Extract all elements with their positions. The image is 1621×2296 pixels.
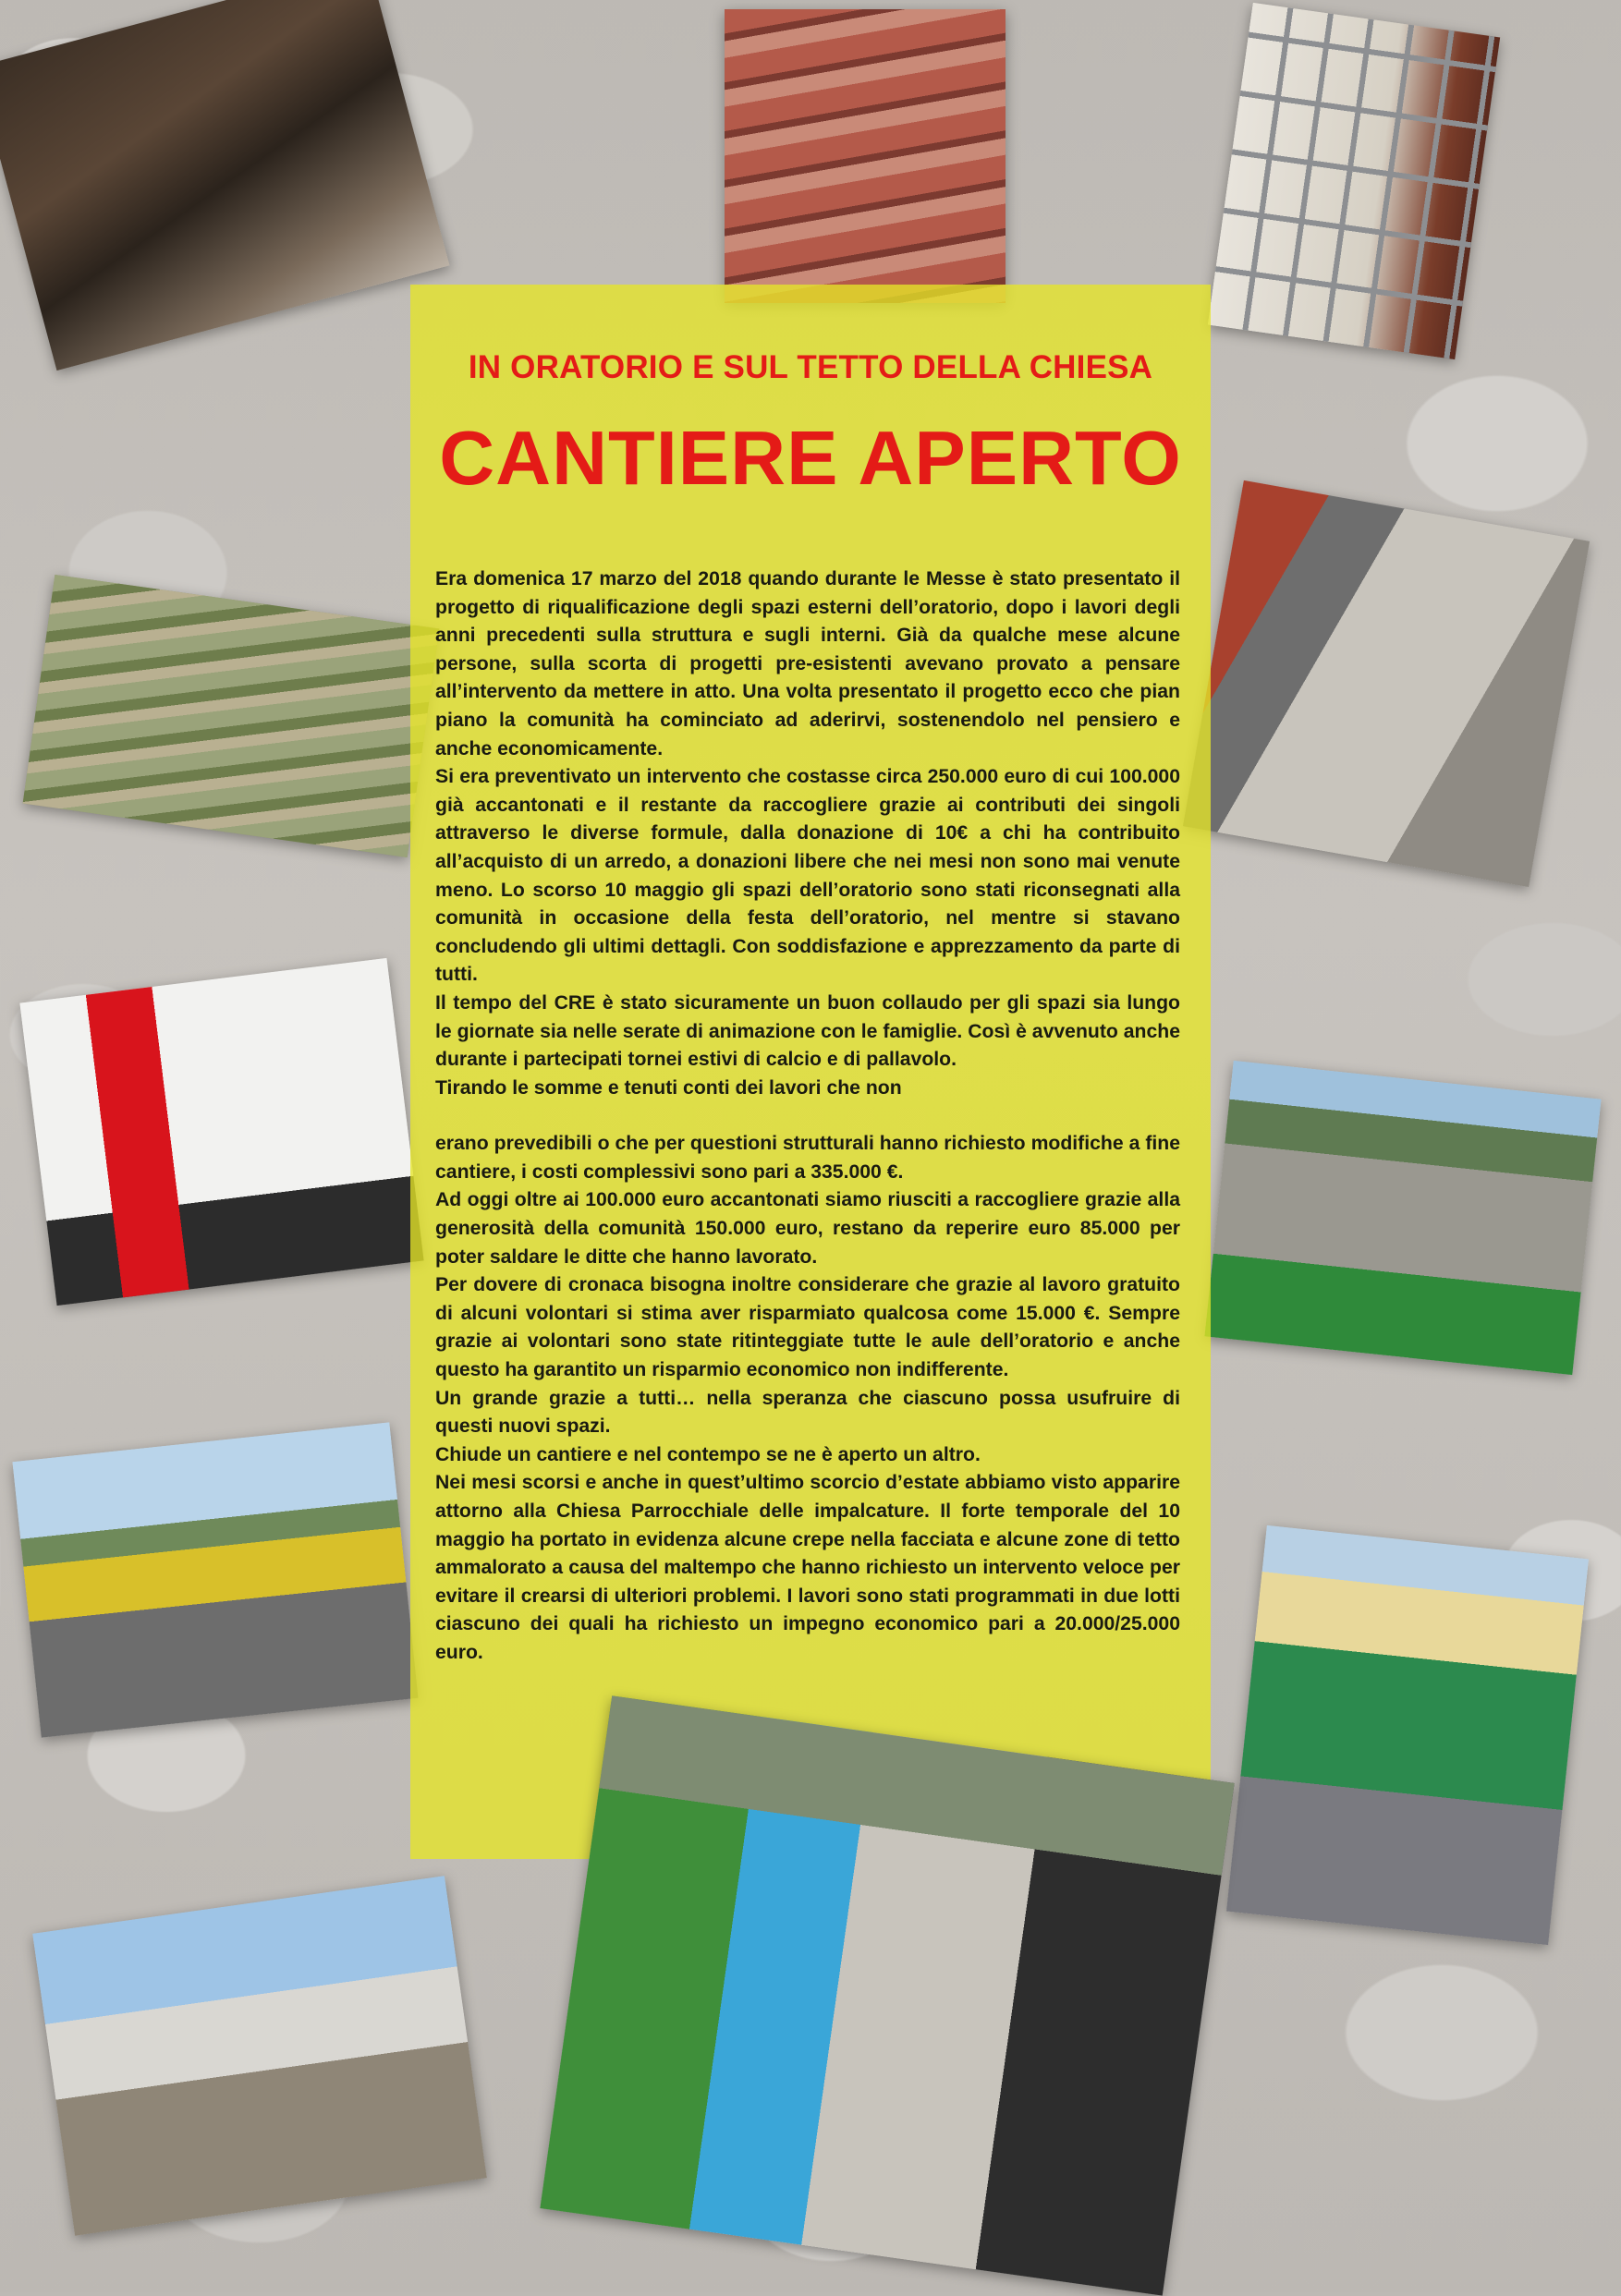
paragraph: Era domenica 17 marzo del 2018 quando durante le Messe è stato presentato il progetto di riqualificazione degli spazi esterni dell’oratorio, dopo i lavori degli anni precedenti sulla struttura e sugli interni. Già da qualche mese alcune persone, sulla scorta di progetti pre-esistenti avevano provato a pensare all’intervento da mettere in atto. Una volta presentato il progetto ecco che pian piano la comunità ha cominciato ad aderirvi, sostenendolo nel pensiero e anche economicamente.: [435, 568, 1180, 759]
photo-sports-court-aerial: [540, 1695, 1234, 2295]
paragraph: Per dovere di cronaca bisogna inoltre considerare che grazie al lavoro gratuito di alcuni volontari si stima aver risparmiato qualcosa come 15.000 €. Sempre grazie ai volontari sono state ritinteggiate tutte le aule dell’oratorio e anche questo ha garantito un risparmio economico non indifferente.: [435, 1274, 1180, 1381]
photo-walkway: [1226, 1525, 1589, 1945]
paragraph: Nei mesi scorsi e anche in quest’ultimo scorcio d’estate abbiamo visto apparire attorno alla Chiesa Parrocchiale delle impalcature. Il forte temporale del 10 maggio ha portato in evidenza alcune crepe nella facciata e alcune zone di tetto ammalorato a causa del maltempo che hanno richiesto un intervento veloce per evitare il crearsi di ulteriori problemi. I lavori sono stati programmati in due lotti ciascuno dei quali ha richiesto un impegno economico pari a 20.000/25.000 euro.: [435, 1472, 1180, 1663]
paragraph: Chiude un cantiere e nel contempo se ne è aperto un altro.: [435, 1443, 981, 1465]
paragraph: Il tempo del CRE è stato sicuramente un buon collaudo per gli spazi sia lungo le giornate sia nelle serate di animazione con le famiglie. Così è avvenuto anche durante i partecipati tornei estivi di calcio e di pallavolo.: [435, 991, 1180, 1071]
column-gap: [435, 1102, 1180, 1130]
headline: CANTIERE APERTO: [439, 415, 1182, 501]
photo-aerial-construction: [1204, 1061, 1601, 1375]
paragraph: Tirando le somme e tenuti conti dei lavori che non: [435, 1076, 902, 1099]
paragraph: erano prevedibili o che per questioni strutturali hanno richiesto modifiche a fine cantiere, i costi complessivi sono pari a 335.000 €.: [435, 1133, 1180, 1183]
article-body: [435, 565, 1180, 1668]
paragraph: Ad oggi oltre ai 100.000 euro accantonati siamo riusciti a raccogliere grazie alla generosità della comunità 150.000 euro, restano da reperire euro 85.000 per poter saldare le ditte che hanno lavorato.: [435, 1189, 1180, 1268]
paragraph: Si era preventivato un intervento che costasse circa 250.000 euro di cui 100.000 già accantonati e il restante da raccogliere grazie ai contributi dei singoli attraverso le diverse formule, dalla donazione di 10€ a chi ha contribuito all’acquisto di un arredo, a donazioni libere che nei mesi non sono mai venute meno. Lo scorso 10 maggio gli spazi dell’oratorio sono stati riconsegnati alla comunità in occasione della festa dell’oratorio, nel mentre si stavano concludendo gli ultimi dettagli. Con soddisfazione e apprezzamento da parte di tutti.: [435, 766, 1180, 986]
kicker-title: IN ORATORIO E SUL TETTO DELLA CHIESA: [468, 349, 1153, 385]
photo-roof-beams: [0, 0, 450, 371]
photo-moss-roof: [23, 575, 440, 857]
photo-red-door-wall: [19, 958, 423, 1306]
photo-excavator: [32, 1876, 487, 2235]
paragraph: Un grande grazie a tutti… nella speranza che ciascuno possa usufruire di questi nuovi spazi.: [435, 1387, 1180, 1438]
photo-scaffolding: [1208, 3, 1500, 359]
photo-yellow-building: [12, 1422, 418, 1737]
photo-gutter-damage: [1183, 480, 1590, 887]
photo-roof-tiles: [725, 9, 1006, 303]
